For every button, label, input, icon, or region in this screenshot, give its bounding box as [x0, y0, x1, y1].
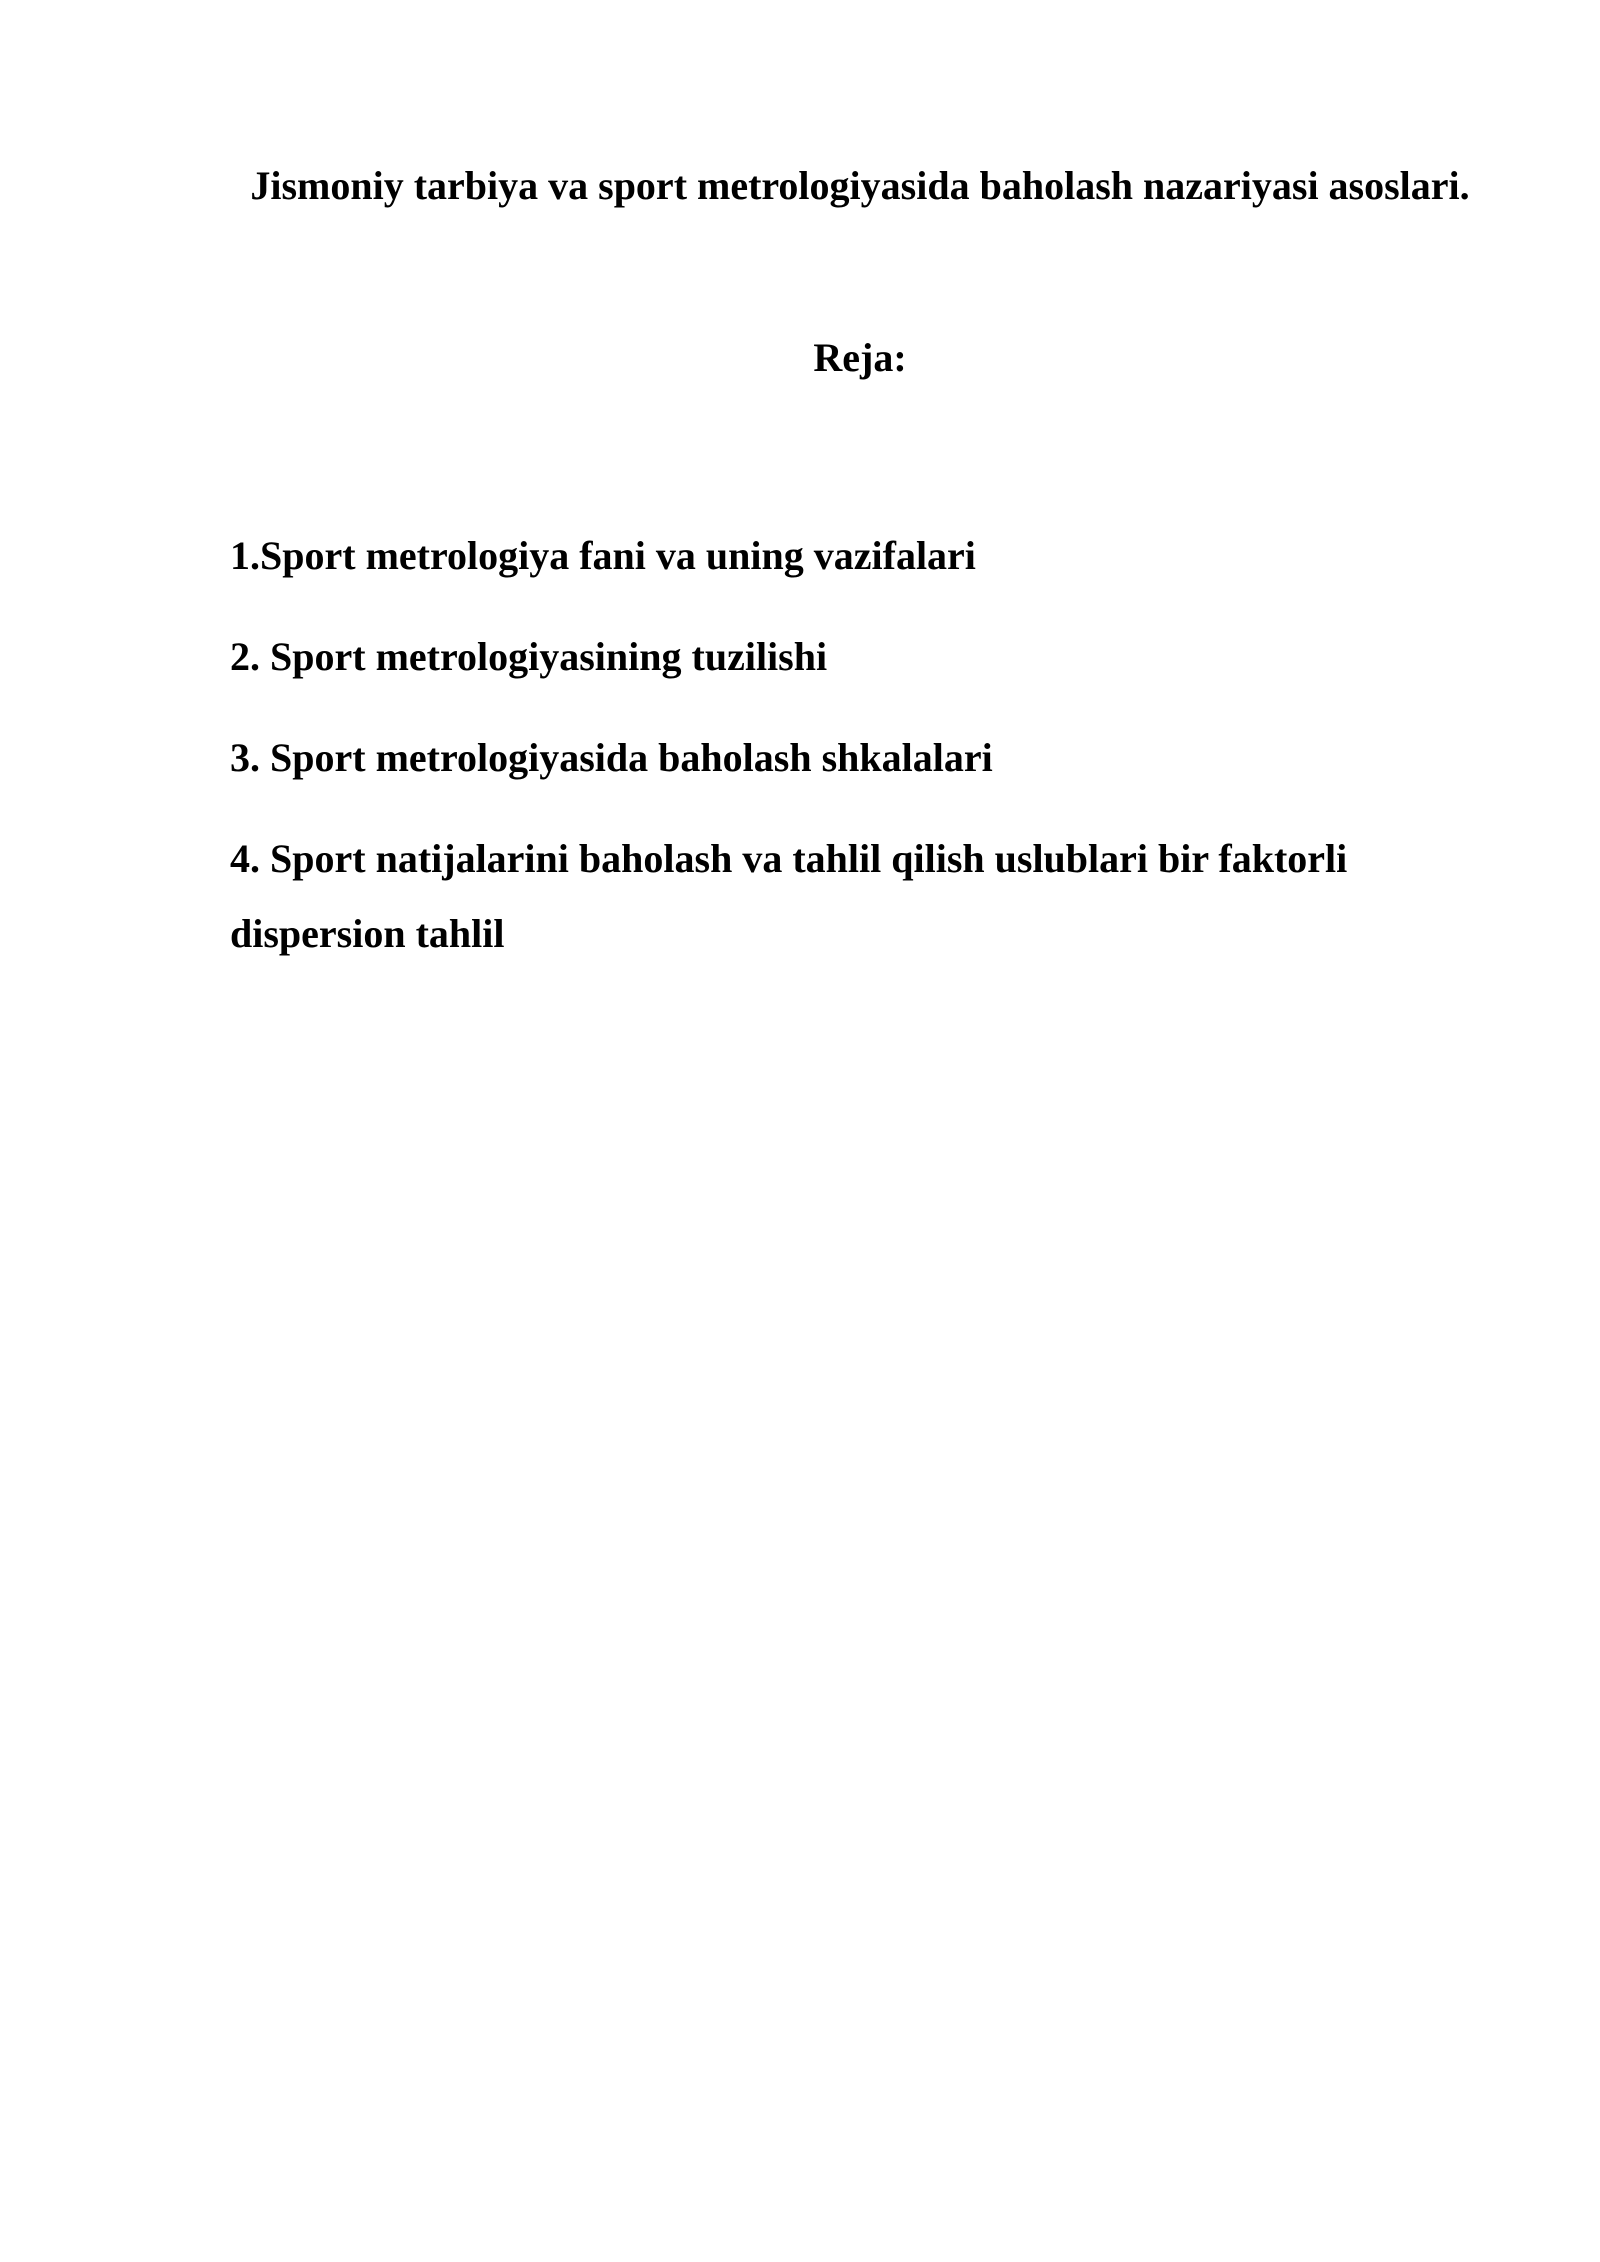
- plan-item-4: 4. Sport natijalarini baholash va tahlil qilish uslublari bir faktorli dispersion tahlil: [230, 836, 1348, 956]
- plan-heading: Reja:: [813, 335, 907, 380]
- plan-item-3: 3. Sport metrologiyasida baholash shkalalari: [230, 735, 993, 780]
- plan-list: [230, 518, 1490, 997]
- document-title: Jismoniy tarbiya va sport metrologiyasida baholash nazariyasi asoslari.: [250, 163, 1470, 208]
- plan-item-2: 2. Sport metrologiyasining tuzilishi: [230, 634, 828, 679]
- plan-item-1: 1.Sport metrologiya fani va uning vazifalari: [230, 533, 976, 578]
